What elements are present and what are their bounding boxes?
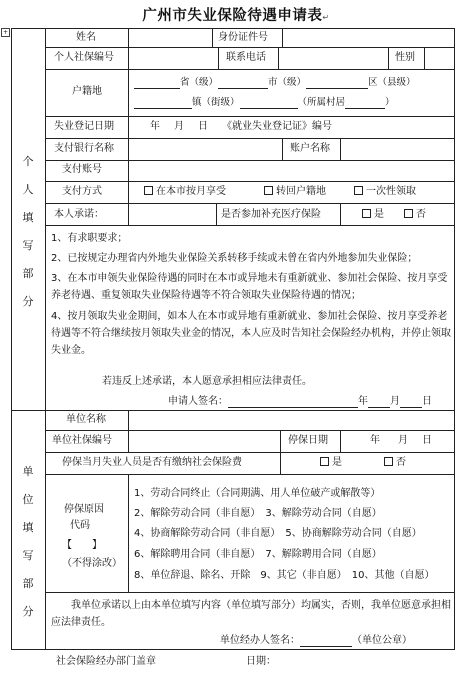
id-number-label: 身份证件号 xyxy=(218,32,268,43)
id-number-field[interactable] xyxy=(286,30,451,44)
employer-section-label: 单 位 填 写 部 分 xyxy=(22,465,34,618)
name-field[interactable] xyxy=(132,30,210,44)
pledge-item: 4、按月领取失业金期间，如本人在本市或异地有重新就业、参加社会保险、按月享受养老待遇等不符合继续按月领取失业金的情况，本人应及时告知社会保险经办机构，并停止领取失业金。 xyxy=(51,311,451,356)
section-divider xyxy=(45,28,46,650)
medical-no-option[interactable]: 否 xyxy=(402,209,426,221)
checkbox-icon[interactable] xyxy=(362,209,371,218)
footer-date-label: 日期： xyxy=(246,656,276,667)
checkbox-icon[interactable] xyxy=(144,186,153,195)
checkbox-icon[interactable] xyxy=(354,186,363,195)
reg-date-field[interactable]: 年 月 日 xyxy=(150,121,208,132)
account-number-field[interactable] xyxy=(132,163,450,178)
hukou-label: 户籍地 xyxy=(72,86,102,97)
phone-label: 联系电话 xyxy=(226,52,266,63)
stop-date-field[interactable]: 年 月 日 xyxy=(370,435,432,446)
phone-field[interactable] xyxy=(282,50,386,65)
form-title: 广州市失业保险待遇申请表↵ xyxy=(142,8,330,24)
stop-date-label: 停保日期 xyxy=(288,435,328,446)
reason-option: 4、协商解除劳动合同（非自愿） 5、协商解除劳动合同（自愿） xyxy=(134,528,422,539)
hukou-address-line1[interactable]: 省（级） 市（级） 区（县级） xyxy=(134,77,416,89)
medical-insurance-label: 是否参加补充医疗保险 xyxy=(221,209,321,220)
gender-label: 性别 xyxy=(395,52,415,63)
unit-declaration: 我单位承诺以上由本单位填写内容（单位填写部分）均属实，否则，我单位愿意承担相应法律责任。 xyxy=(51,600,451,628)
pledge-closing: 若违反上述承诺，本人愿意承担相应法律责任。 xyxy=(102,376,312,387)
pay-option-transfer[interactable]: 转回户籍地 xyxy=(262,186,326,198)
reason-code-label: 代码 xyxy=(70,520,90,531)
table-move-handle-icon[interactable]: + xyxy=(2,29,9,36)
reg-cert-field[interactable] xyxy=(345,119,451,134)
applicant-signature[interactable]: 申请人签名： 年 月 日 xyxy=(168,396,432,407)
paid-no-option[interactable]: 否 xyxy=(382,457,406,469)
checkbox-icon[interactable] xyxy=(404,209,413,218)
reason-note: （不得涂改） xyxy=(62,558,122,569)
unit-ss-number-label: 单位社保编号 xyxy=(52,435,112,446)
pledge-item: 1、有求职要求； xyxy=(51,233,128,244)
account-number-label: 支付账号 xyxy=(62,164,102,175)
pledge-label: 本人承诺： xyxy=(54,209,104,220)
gender-field[interactable] xyxy=(427,50,451,65)
reason-label: 停保原因 xyxy=(64,504,104,515)
reason-option: 6、解除聘用合同（非自愿） 7、解除聘用合同（自愿） xyxy=(134,549,382,560)
reg-date-label: 失业登记日期 xyxy=(54,121,114,132)
unit-name-field[interactable] xyxy=(132,412,450,427)
seal-label: 社会保险经办部门盖章 xyxy=(56,656,156,667)
paid-question-label: 停保当月失业人员是否有缴纳社会保险费 xyxy=(62,457,242,468)
account-name-label: 账户名称 xyxy=(290,143,330,154)
checkbox-icon[interactable] xyxy=(320,457,329,466)
handler-signature[interactable]: 单位经办人签名： （单位公章） xyxy=(220,635,412,646)
personal-section-label: 个 人 填 写 部 分 xyxy=(22,155,34,308)
ss-number-label: 个人社保编号 xyxy=(54,52,114,63)
pledge-list xyxy=(51,228,451,359)
pay-method-label: 支付方式 xyxy=(62,186,102,197)
ss-number-field[interactable] xyxy=(132,50,216,65)
pay-option-lump-sum[interactable]: 一次性领取 xyxy=(352,186,416,198)
checkbox-icon[interactable] xyxy=(384,457,393,466)
pledge-item: 3、在本市申领失业保险待遇的同时在本市或异地未有重新就业、参加社会保险、按月享受养老待遇、重复领取失业保险待遇等不符合领取失业保险待遇的情况； xyxy=(51,273,448,301)
reason-option: 8、单位辞退、除名、开除 9、其它（非自愿） 10、其他（自愿） xyxy=(134,570,435,581)
reason-option: 2、解除劳动合同（非自愿） 3、解除劳动合同（自愿） xyxy=(134,508,382,519)
pay-option-monthly[interactable]: 在本市按月享受 xyxy=(142,186,226,198)
pledge-item: 2、已按规定办理省内外地失业保险关系转移手续或未曾在省内外地参加失业保险； xyxy=(51,253,418,264)
medical-yes-option[interactable]: 是 xyxy=(360,209,384,221)
paid-yes-option[interactable]: 是 xyxy=(318,457,342,469)
reason-option: 1、劳动合同终止（合同期满、用人单位破产或解散等） xyxy=(134,488,381,499)
bank-name-label: 支付银行名称 xyxy=(54,143,114,154)
reg-cert-label: 《就业失业登记证》编号 xyxy=(222,121,332,132)
bank-name-field[interactable] xyxy=(132,141,278,156)
unit-name-label: 单位名称 xyxy=(66,414,106,425)
name-label: 姓名 xyxy=(76,32,96,43)
reason-code-field[interactable]: 【 】 xyxy=(62,540,102,551)
hukou-address-line2[interactable]: 镇（街级） （所属村居 ） xyxy=(134,97,395,109)
checkbox-icon[interactable] xyxy=(264,186,273,195)
unit-ss-number-field[interactable] xyxy=(132,433,276,448)
account-name-field[interactable] xyxy=(345,141,451,156)
